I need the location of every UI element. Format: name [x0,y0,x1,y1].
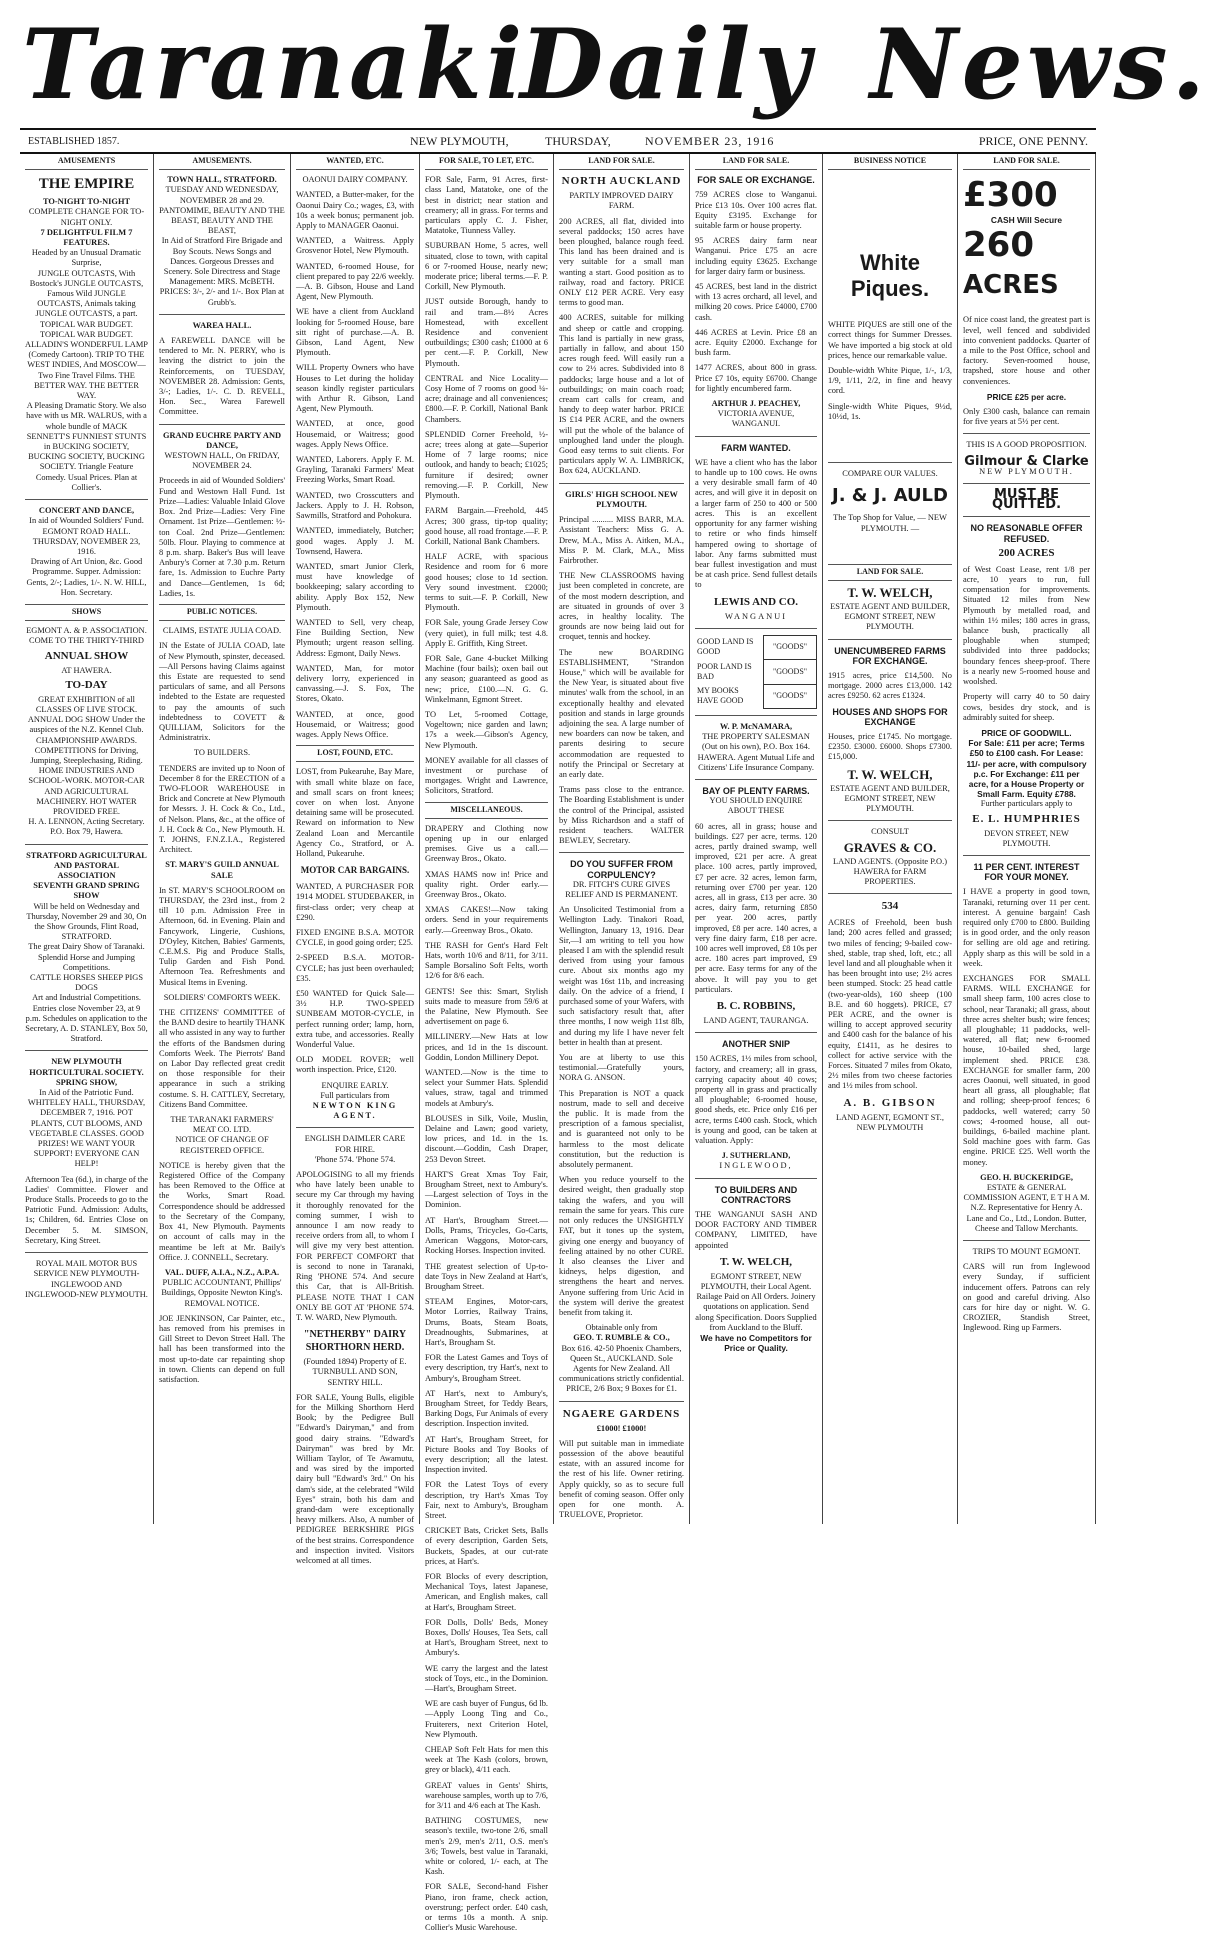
text-block: THIS IS A GOOD PROPOSITION. [966,440,1087,450]
text-block: THE New CLASSROOMS having just been completed in concrete, are of the most modern description, and are situated in grounds of over 3 acres, in healthy locality. The grounds are now being laid out for croquet, tennis and hockey. [559,571,684,642]
divider [559,1401,684,1402]
text-block: WANTED, Laborers. Apply F. M. Grayling, Taranaki Farmers' Meat Freezing Works, Smart Road. [296,455,414,485]
text-block: CARS will run from Inglewood every Sunday, if sufficient inducement offers. Patrons can rely on good and careful driving. Also cars for hire day or night. W. G. CROZIER, Standish Street, Inglewood. Ring up Farmers. [963,1262,1090,1333]
text-block: ENQUIRE EARLY. [321,1080,389,1090]
text-block: WANTED to Sell, very cheap, Fine Building Section, New Plymouth; urgent reason selling. Address: Egmont, Daily News. [296,617,414,658]
lost-found-heading: LOST, FOUND, ETC. [296,745,414,762]
text-block: HALF ACRE, with spacious Residence and room for 6 more good houses; close to 1d section. Very sound investment. £2000; terms to suit.—F. P. Corkill, New Plymouth. [425,552,548,613]
divider [695,779,817,780]
text-block: FOR the Latest Toys of every description, try Hart's Xmas Toy Fair, next to Ambury's, Brougham Street. [425,1480,548,1520]
text-block: CLAIMS, ESTATE JULIA COAD. [162,626,282,636]
text-block: GEO. T. RUMBLE & CO., [573,1333,670,1343]
text-block: In aid of Wounded Soldiers' Fund. [29,516,144,526]
masthead-title-3: News. [870,8,1209,121]
text-block: WANTED, at once, good Housemaid, or Waitress; good wages. Apply News Office. [296,709,414,739]
column-heading: LAND FOR SALE. [963,154,1090,170]
text-block: STRATFORD AGRICULTURAL AND PASTORAL ASSOCIATION [26,850,147,880]
text-block: FARM Bargain.—Freehold, 445 Acres; 300 grass, tip-top quality; good house, all road frontage.—F. P. Corkill, National Bank Chambers. [425,506,548,546]
table-row [695,660,817,684]
divider [828,462,952,463]
text-block: XMAS CAKES!—Now taking orders. Send in your requirements early.—Greenway Bros., Okato. [425,905,548,935]
text-block: CENTRAL and Nice Locality—Cosy Home of 7 rooms on good ¼-acre; drainage and all conveniences; £800.—F. P. Corkill, National Bank Chambers. [425,373,548,424]
column-heading: BUSINESS NOTICE [828,154,952,170]
divider [828,893,952,894]
text-block: 45 ACRES, best land in the district with 13 acres orchard, all level, and milking 20 cows. Price £4000, £700 cash. [695,282,817,322]
goods-box: "GOODS" [764,660,817,684]
text-block: REMOVAL NOTICE. [184,1298,260,1308]
text-block: EGMONT ROAD HALL. THURSDAY, NOVEMBER 23, 1916. [32,526,141,556]
text-block: IN the Estate of JULIA COAD, late of New Plymouth, spinster, deceased. —All Persons having Claims against this Estate are requested to send particulars of same, and all Persons indebted to the Estate are requested to pay the amounts of such indebtedness to COVETT & QUILLIAM, Solicitors for the Administratrix. [159,641,285,743]
text-block: PUBLIC ACCOUNTANT, Phillips' Buildings, Opposite Newton King's. [161,1278,283,1298]
text-block: MILLINERY.—New Hats at low prices, and 1d in the 1s discount. Goddin, London Millinery Depot. [425,1032,548,1062]
text-block: THE PROPERTY SALESMAN (Out on his own), P.O. Box 164. HAWERA. Agent Mutual Life and Citizens' Life Insurance Company. [697,732,815,772]
text-block: Of nice coast land, the greatest part is level, well fenced and subdivided into convenient paddocks. Quarter of a mile to the Post Office, school and factory. Seven-roomed house, trapshed, store house and other conveniences. [963,315,1090,386]
text-block: TO Let, 5-roomed Cottage, Vogeltown; nice garden and lawn; 17s a week.—Gibson's Agency, New Plymouth. [425,709,548,750]
text-block: TOPICAL WAR BUDGET. TOPICAL WAR BUDGET. ALLADIN'S WONDERFUL LAMP (Comedy Cartoon). TRIP TO THE WEST INDIES, And MOSCOW—Two Fine Travel Films. THE BETTER WAY. THE BETTER WAY. [25,319,148,401]
text-block: WILL Property Owners who have Houses to Let during the holiday season kindly register particulars with Arthur R. Gibson, Land Agent, New Plymouth. [296,363,414,414]
concert-title: CONCERT AND DANCE, [38,506,135,516]
column-land-for-sale-3 [958,154,1096,1524]
text-block: WANTED, Man, for motor delivery lorry, experienced in canvassing.—J. S. Fox, The Stores, Okato. [296,663,414,704]
text-block: VICTORIA AVENUE, WANGANUI. [717,409,795,429]
text-block: TENDERS are invited up to Noon of December 8 for the ERECTION of a TWO-FLOOR WAREHOUSE in Brick and Concrete at New Plymouth for Messrs. J. H. Cock & Co., Ltd., of Nelson. Plans, &c., at the office of J. H. Cock & Co., New Plymouth. H. T. JOHNS, F.N.Z.I.A., Registered Architect. [159,763,285,855]
masthead-title-2: Daily [520,8,815,121]
divider [695,436,817,437]
text-block: FARM WANTED. [721,442,791,453]
text-block: FOR Blocks of every description, Mechanical Toys, latest Japanese, American, and English makes, call at Hart's, Brougham Street. [425,1571,548,1612]
text-block: DRAPERY and Clothing now opening up in our enlarged premises. Give us a call.—Greenway Bros., Okato. [425,823,548,864]
column-land-for-sale-2 [690,154,823,1524]
text-block: Will put suitable man in immediate possession of the above beautiful estate, with an assured income for the rest of his life. Owner retiring. Apply quickly, so as to secure full benefit of coming season. Offer only open for one month. A. TRUELOVE, Proprietor. [559,1438,684,1520]
text-block: PARTLY IMPROVED DAIRY FARM. [569,191,674,211]
text-block: A FAREWELL DANCE will be tendered to Mr. N. PERRY, who is leaving the district to join the Reinforcements, on TUESDAY, NOVEMBER 28. Admission: Gents, 3/-; Ladies, 1/-. C. D. REVELL, Hon. Sec., Warea Farewell Committee. [159,336,285,417]
text-block: COMPLETE CHANGE FOR TO-NIGHT ONLY. [28,207,145,227]
text-block: GEO. H. BUCKERIDGE, [980,1172,1073,1182]
column-land-for-sale-1 [554,154,690,1524]
text-block: CONSULT [871,827,909,837]
goods-line: GOOD LAND IS GOOD [697,637,754,657]
text-block: 11 PER CENT. INTEREST FOR YOUR MONEY. [973,861,1080,883]
divider [963,516,1090,517]
text-block: 7 DELIGHTFUL FILM 7 FEATURES. [40,227,133,248]
text-block: FOR Sale, Farm, 91 Acres, first-class Land, Matatoke, one of the best in district; near station and creamery; all in grass. For terms and particulars apply C. J. Fisher, Matatoke, Tiunness Valley. [425,175,548,236]
column-amusements-1 [20,154,154,1524]
gibson-title: A. B. GIBSON [843,1096,937,1109]
text-block: This Preparation is NOT a quack nostrum, made to sell and deceive the public. It is made from the prescription of a famous specialist, and is guaranteed not only to be harmless to the most delicate constitution, but the reduction is absolutely permanent. [559,1088,684,1170]
text-block: Full particulars from [320,1090,390,1100]
text-block: J. SUTHERLAND, [721,1151,791,1161]
text-block: FOR Sale, young Grade Jersey Cow (very quiet), in full milk; test 4.8. Apply E. Griffith, King Street. [425,618,548,648]
divider [159,314,285,315]
text-block: 60 acres, all in grass; house and buildings. £27 per acre, terms. 120 acres, partly drained swamp, well improved, £21 per acre. A great place. 100 acres, partly improved, £7 per acre. 32 acres, lemon farm, returning over £700 per year. 120 acres, all in grass, £13 per acre. 30 acres, dairy farm, returning £850 per year. 200 acres, partly improved, £8 per acre. 140 acres, a very fine dairy farm, £18 per acre. 100 acres well improved, £8 10s per acre. 180 acres part improved, £9 per acre. Easy terms for any of the above. It will pay you to get particulars. [695,821,817,994]
date-text: NOVEMBER 23, 1916 [645,133,775,148]
column-heading: AMUSEMENTS [25,154,148,170]
text-block: STEAM Engines, Motor-cars, Motor Lorries, Railway Trains, Drums, Boats, Steam Boats, Dreadnoughts, Submarines, at Hart's, Brougham St. [425,1297,548,1347]
text-block: HART'S Great Xmas Toy Fair, Brougham Street, next to Ambury's.—Largest selection of Toys in the Dominion. [425,1169,548,1210]
text-block: APOLOGISING to all my friends who have lately been unable to secure my Car through my having it thoroughly renovated for the coming summer, I wish to announce I am now ready to receive orders from all, to whom I will give my very best attention. FOR PERFECT COMFORT that is second to none in Taranaki, Ring 'PHONE 574. And secure this Car, that is All-British. PLEASE NOTE THAT I CAN ONLY BE GOT AT 'PHONE 574. T. W. WARD, New Plymouth. [296,1170,414,1322]
text-block: FOR SALE, Second-hand Fisher Piano, iron frame, check action, overstrung; perfect order. £40 cash, or terms 10s a month. A snip. Collier's Music Warehouse. [425,1882,548,1933]
table-row [695,684,817,708]
divider [559,852,684,853]
text-block: WANTED, a Butter-maker, for the Oaonui Dairy Co.; wages, £3, with 10s a week bonus; permanent job. Apply to MANAGER Oaonui. [296,190,414,231]
text-block: The great Dairy Show of Taranaki. Splendid Horse and Jumping Competitions. [28,942,145,972]
place-text: NEW PLYMOUTH, [410,133,509,148]
text-block: In Aid of the Patriotic Fund. WHITELEY HALL, THURSDAY, DECEMBER 7, 1916. POT PLANTS, CUT BLOOMS, AND VEGETABLE CLASSES. GOOD PRIZES! WE WANT YOUR SUPPORT! EVERYONE CAN HELP! [27,1088,146,1169]
text-block: Property will carry 40 to 50 dairy cows, besides dry stock, and is admirably suited for sheep. [963,692,1090,722]
text-block: Obtainable only from [585,1323,658,1333]
text-block: AT Hart's, next to Ambury's, Brougham Street, for Teddy Bears, Barking Dogs, Fur Animals of every description. Inspection invited. [425,1388,548,1429]
text-block: A Pleasing Dramatic Story. We also have with us MR. WALRUS, with a whole bundle of MACK SENNETT'S FUNNIEST STUNTS in BUCKING SOCIETY, BUCKING SOCIETY, BUCKING SOCIETY. Triangle Feature Comedy. Usual Prices. Plan at Collier's. [26,401,147,492]
text-block: ESTATE AGENT AND BUILDER, EGMONT STREET, NEW PLYMOUTH. [830,783,950,814]
text-block: GREAT values in Gents' Shirts, warehouse samples, worth up to 7/6, for 3/11 and 4/6 each at The Kash. [425,1780,548,1811]
miscellaneous-heading: MISCELLANEOUS. [425,802,548,819]
text-block: H. A. LENNON, Acting Secretary. P.O. Box 79, Hawera. [28,817,145,837]
text-block: INGLEWOOD, [719,1161,793,1171]
divider [963,855,1090,856]
established-text: ESTABLISHED 1857. [28,135,120,147]
text-block: CATTLE HORSES SHEEP PIGS DOGS [30,973,143,993]
text-block: FOR Dolls, Dolls' Beds, Money Boxes, Dolls' Houses, Tea Sets, call at Hart's, Brougham Street, next to Ambury's. [425,1617,548,1658]
text-block: ACRES of Freehold, been bush land; 200 acres felled and grassed; two miles of fencing; 9-bailed cow-shed, stable, trap shed, loft, etc.; all level land and all ploughable when it has been brought into use; 2½ acres been stumped. Stock: 25 head cattle (two-year-olds), 160 sheep (100 B.E. and 60 hoggets). PRICE, £7 PER ACRE, and the owner is willing to accept approved security and £400 cash for the balance of his equity, £1411, as he desires to collect for active service with the Forces. Situated 7 miles from Okato, 2½ miles from two cheese factories and 1½ miles from school. [828,918,952,1091]
text-block: CRICKET Bats, Cricket Sets, Balls of every description, Garden Sets, Buckets, Spades, at our cut-rate prices, at Hart's. [425,1526,548,1566]
goods-line: POOR LAND IS BAD [697,661,752,681]
text-block: In ST. MARY'S SCHOOLROOM on THURSDAY, the 23rd inst., from 2 till 10 p.m. Admission Free in Afternoon, 6d. in Evening. Plain and Fancywork, Lingerie, Cushions, D'Oyley, Kitchen, Babies' Garments, C.E.M.S. Pig and Produce Stalls, Tulip Garden and Fish Pond. Afternoon Tea. Refreshments and Musical Items in Evening. [159,885,285,987]
day-text: THURSDAY, [545,133,611,148]
text-block: WE carry the largest and the latest stock of Toys, etc., in the Dominion.—Hart's, Brougham Street. [425,1663,548,1694]
text-block: SOLDIERS' COMFORTS WEEK. [163,992,281,1002]
text-block: WANTED, at once, good Housemaid, or Waitress; good wages. Apply News Office. [296,419,414,449]
text-block: WANTED, A PURCHASER FOR 1914 MODEL STUDEBAKER, in first-class order; very cheap at £290. [296,882,414,922]
text-block: AT HAWERA. [61,665,112,675]
text-block: SUBURBAN Home, 5 acres, well situated, close to town, with capital 6 or 7-roomed House, nearly new; moderate price; liberal terms.—F. P. Corkill, New Plymouth. [425,241,548,292]
text-block: LOST, from Pukearuhe, Bay Mare, with small white blaze on face, and small scars on front knees; cover on when lost. Anyone detaining same will be prosecuted. Reward on information to New Zealand Loan and Mercantile Agency Co., Stratford, or A. Holland, Pukearuhe. [296,767,414,858]
divider [25,1050,148,1051]
goods-box: "GOODS" [764,684,817,708]
tonight-text: TO-NIGHT TO-NIGHT [42,197,131,207]
text-block: EGMONT A. & P. ASSOCIATION. [26,626,147,636]
text-block: NEW PLYMOUTH. [979,466,1074,476]
text-block: DEVON STREET, NEW PLYMOUTH. [984,828,1069,848]
text-block: WANTED, immediately, Butcher; good wages. Apply J. M. Townsend, Hawera. [296,526,414,556]
text-block: 2-SPEED B.S.A. MOTOR-CYCLE; has just been overhauled; £35. [296,953,414,983]
text-block: 95 ACRES dairy farm near Wanganui. Price £75 an acre including equity £3625. Exchange for larger dairy farm or business. [695,236,817,276]
text-block: TRIPS TO MOUNT EGMONT. [972,1247,1081,1257]
text-block: The Top Shop for Value, — NEW PLYMOUTH. — [833,513,947,533]
acres-260-title: 260 [963,225,1034,266]
text-block: NO REASONABLE OFFER REFUSED. [970,523,1083,544]
white-piques-title: White Piques. [850,250,930,302]
column-heading: LAND FOR SALE. [559,154,684,170]
text-block: FOR the Latest Games and Toys of every description, try Hart's, next to Ambury's, Brougham Street. [425,1353,548,1383]
text-block: AT Hart's, Brougham Street.—Dolls, Prams, Tricycles, Go-Carts, American Waggons, Motor-cars, Rocking Horses. Inspection invited. [425,1215,548,1256]
text-block: OLD MODEL ROVER; well worth inspection. Price, £120. [296,1055,414,1075]
text-block: NEW PLYMOUTH HORTICULTURAL SOCIETY. [29,1057,144,1077]
text-block: £50 WANTED for Quick Sale—3½ H.P. TWO-SPEED SUNBEAM MOTOR-CYCLE, in perfect running order; lamp, horn, extra tube, and accessories. Really Wonderful Value. [296,989,414,1050]
text-block: W. P. McNAMARA, [719,721,793,731]
text-block: WANTED, 6-roomed House, for client prepared to pay 22/6 weekly.—A. B. Gibson, House and Land Agent, New Plymouth. [296,261,414,302]
text-block: £1000! £1000! [596,1423,647,1433]
text-block: HOUSES AND SHOPS FOR EXCHANGE [832,706,948,727]
text-block: AT Hart's, Brougham Street, for Picture Books and Toy Books of every description; all the latest. Inspection invited. [425,1434,548,1475]
text-block: PRICE OF GOODWILL. [981,727,1072,738]
divider [963,433,1090,434]
north-auckland-title: NORTH AUCKLAND [561,175,682,188]
text-block: BATHING COSTUMES, new season's textile, two-tone 2/6, small men's 2/9, men's 2/11, O.S. men's 3/6; Towels, best value in Taranaki, white or colored, 1/- each, at The Kash. [425,1816,548,1877]
text-block: BLOUSES in Silk, Voile, Muslin, Delaine and Lawn; good variety, low prices, and 1d. in the 1s. discount.—Goddin, Cash Draper, 253 Devon Street. [425,1113,548,1164]
text-block: YOU SHOULD ENQUIRE ABOUT THESE [709,796,803,816]
masthead-title-1: Taranaki [22,8,527,121]
text-block: 446 ACRES at Levin. Price £8 an acre. Equity £2000. Exchange for bush farm. [695,327,817,358]
text-block: OAONUI DAIRY COMPANY. [302,175,408,185]
shows-heading: SHOWS [25,604,148,621]
text-block: ANOTHER SNIP [721,1039,790,1050]
dateline [20,128,1096,154]
text-block: 759 ACRES close to Wanganui. Price £13 10s. Over 100 acres flat. Equity £3195. Exchange for suitable farm or house property. [695,190,817,231]
text-block: FOR Sale, Gane 4-bucket Milking Machine (four bails); oxen bail out any season; guaranteed as good as new; price, £100.—N. G. G. Winkelmann, Egmont Street. [425,653,548,704]
text-block: FOR SALE, Young Bulls, eligible for the Milking Shorthorn Herd Book; by the Pedigree Bull "Edward's Dairyman," and from good dairy strains. "Edward's Dairyman" was bred by Mr. William Taylor, of Te Awamutu, and was sired by the imported dairy bull "Edward's 3rd." On his dam's side, at the celebrated "Wild Eyes" strain, both his dam and grand-dam were exceptionally heavy milkers. Also, A number of PEDIGREE BERKSHIRE PIGS of the best strains. Correspondence and inspection invited. Visitors welcomed at all times. [296,1392,414,1565]
goods-line: MY BOOKS HAVE GOOD [697,686,744,706]
column-amusements-2 [154,154,291,1524]
text-block: Box 616. 42-50 Phoenix Chambers, Queen St., AUCKLAND. Sole Agents for New Zealand. All communications strictly confidential. PRICE, 2/6 Box; 9 Boxes for £1. [559,1343,684,1394]
text-block: ARTHUR J. PEACHEY, [711,399,801,409]
text-block: JOE JENKINSON, Car Painter, etc., has removed from his premises in Gill Street to Devon Street Hall. The hall has been transformed into the most up-to-date car repainting shop in town. Clients can depend on full satisfaction. [159,1313,285,1384]
column-heading: AMUSEMENTS. [159,154,285,170]
text-block: COME TO THE THIRTY-THIRD [29,636,144,646]
text-block: THE greatest selection of Up-to-date Toys in New Zealand at Hart's, Brougham Street. [425,1261,548,1291]
text-block: SPRING SHOW, [55,1077,118,1087]
text-block: PRICE £25 per acre. [986,391,1067,402]
text-block: DO YOU SUFFER FROM CORPULENCY? [570,859,673,880]
text-block: The new BOARDING ESTABLISHMENT, "Strandon House," which will be available for the New Year, is situated about five minutes' walk from the school, in an exceptionally healthy and elevated position and stands in large grounds adjoining the sea. A large number of new boarders can now be taken, and parents desiring to secure accommodation are requested to notify the Principal or Secretary at an early date. [559,647,684,779]
text-block: WANTED, a Waitress. Apply Grosvenor Hotel, New Plymouth. [296,236,414,256]
lewis-title: LEWIS AND CO. [713,595,799,608]
column-heading: LAND FOR SALE. [695,154,817,170]
robbins-title: B. C. ROBBINS, [716,1000,796,1013]
text-block: WE are cash buyer of Fungus, 6d lb. —Apply Loong Ting and Co., Fruiterers, next Criterion Hotel, New Plymouth. [425,1699,548,1739]
divider [695,715,817,716]
text-block: Double-width White Pique, 1/-, 1/3, 1/9, 1/11, 2/2, in fine and heavy cord. [828,366,952,396]
goods-box: "GOODS" [764,635,817,659]
text-block: GENTS! See this: Smart, Stylish suits made to measure from 59/6 at the Palatine, New Plymouth. See advertisement on page 6. [425,986,548,1027]
text-block: TO BUILDERS. [193,748,251,758]
text-block: CASH Will Secure [990,215,1063,226]
column-business-notice [823,154,958,1524]
text-block: THE TARANAKI FARMERS' MEAT CO. LTD. [170,1115,274,1135]
divider [963,1240,1090,1241]
text-block: LAND AGENT, EGMONT ST., NEW PLYMOUTH [836,1112,944,1132]
text-block: FOR SALE OR EXCHANGE. [697,175,815,186]
acres-label: ACRES [963,270,1059,301]
text-block: An Unsolicited Testimonial from a Wellington Lady. Tinakori Road, Wellington, January 13, 1916. Dear Sir,—I am writing to tell you how pleased I am with the splendid result derived from using your famous cure. About six months ago my weight was 16st 11b, and increasing daily. On the advice of a friend, I purchased some of your Wafers, with such satisfactory result that, after three months, I now weigh 11st 8lb, and during my life I have never felt better in health than at present. [559,905,684,1047]
land-for-sale-heading: LAND FOR SALE. [828,564,952,581]
text-block: 200 ACRES, all flat, divided into several paddocks; 150 acres have been ploughed, balance rough feed. This land has been drained and is very suitable for a small man wanting a start. Good position as to railway, road and factory. PRICE ONLY £12 PER ACRE. Very easy terms to good man. [559,216,684,308]
column-wanted [291,154,420,1565]
text-block: For Sale: £11 per acre; Terms £50 to £100 cash. For Lease: 11/- per acre, with compulsory p.c. For Exchange: £11 per acre, for a House Property or Small Farm. Equity £788. [966,738,1087,800]
text-block: of West Coast Lease, rent 1/8 per acre, 10 years to run, full compensation for improvements. Situated 12 miles from New Plymouth by metalled road, and within 1½ miles; 180 acres in grass, balance bush, practically all ploughable when stumped; subdivided into three paddocks; boundary fences sheep-proof. There is a nearly new 5-roomed house and woolshed. [963,564,1090,687]
text-block: ESTATE AGENT AND BUILDER, EGMONT STREET, NEW PLYMOUTH. [830,602,950,632]
text-block: EGMONT STREET, NEW PLYMOUTH, their Local Agent. Railage Paid on All Orders. Joinery quotations on application. Send along Specification. Doors Supplied from Auckland to the Bluff. [695,1271,817,1332]
masthead [0,0,1209,128]
text-block: (Founded 1894) Property of E. TURNBULL AND SON, SENTRY HILL. [303,1357,407,1387]
text-block: Proceeds in aid of Wounded Soldiers' Fund and Westown Hall Fund. 1st Prize—Ladies: Valuable Inlaid Glove Box. 2nd Prize—Ladies: Very Fine Ornament. 1st Prize—Gentlemen: ½-ton Coal. 2nd Prize—Gentlemen: 50lb. Flour. Playing to commence at 8 p.m. sharp. Baker's Bus will leave Anbury's Corner at 7.30 p.m. Return fare, 1s. Admission to Euchre Party and Dance—Gentlemen, 1s 6d; Ladies, 1s. [159,476,285,598]
text-block: NOTICE is hereby given that the Registered Office of the Company has been Removed to the Office at the Works, Smart Road. Correspondence should be addressed to the Secretary of the Company, Box 41, New Plymouth. Payments on account of calls may in the meantime be left at Mr. Baily's Office. J. CONNELL, Secretary. [159,1160,285,1262]
text-block: We have no Competitors for Price or Quality. [700,1333,812,1354]
text-block: Will be held on Wednesday and Thursday, November 29 and 30, On the Show Grounds, Flint Road, STRATFORD. [26,901,147,942]
text-block: LAND AGENT, TAURANGA. [703,1016,809,1026]
text-block: WANTED.—Now is the time to select your Summer Hats. Splendid values, straw, tagal and trimmed models at Ambury's. [425,1068,548,1108]
text-block: TO BUILDERS AND CONTRACTORS [714,1184,798,1205]
text-block: Single-width White Piques, 9½d, 10½d, 1s. [828,401,952,421]
text-block: BAY OF PLENTY FARMS. [702,785,810,796]
must-be-quitted-title: MUST BE QUITTED. [991,487,1062,513]
divider [296,1127,414,1128]
divider [828,639,952,640]
divider [695,1032,817,1033]
text-block: WANTED, two Crosscutters and Jackers. Apply to J. H. Robson, Sawmills, Stratford and Pohokura. [296,490,414,521]
text-block: JUST outside Borough, handy to rail and tram.—8½ Acres Homestead, with excellent Residence and convenient outbuildings; £300 cash; £1000 at 6 per cent.—F. P. Corkill, New Plymouth. [425,297,548,368]
text-block: NEWTON KING AGENT. [312,1101,398,1121]
goods-table [695,635,817,709]
motor-title: MOTOR CAR BARGAINS. [300,865,410,876]
divider [25,499,148,500]
text-block: PRICES: 3/-, 2/- and 1/-. Box Plan at Grubb's. [159,287,285,307]
text-block: I HAVE a property in good town, Taranaki, returning over 11 per cent. interest. A genuine bargain! Cash required only £700 to £800. Building is in good order, and the only reason for selling are old age and retiring. Apply sharp as this will be sold in a week. [963,887,1090,968]
text-block: Further particulars apply to [980,799,1073,809]
text-block: THE WANGANUI SASH AND DOOR FACTORY AND TIMBER COMPANY, LIMITED, have appointed [695,1210,817,1250]
text-block: VAL. DUFF, A.I.A., N.Z., A.P.A. [164,1267,280,1277]
welch-title: T. W. WELCH, [847,766,933,782]
text-block: THE CITIZENS' COMMITTEE of the BAND desire to heartily THANK all who assisted in any way to further the efforts of the Bandsmen during Comforts Week. The Pierrots' Band on Labor Day reflected great credit on those responsible for their appearance in such a striking costume. S. H. CATTLEY, Secretary, Citizens Band Committee. [159,1008,285,1109]
text-block: Drawing of Art Union, &c. Good Programme. Supper. Admission: Gents, 2/-; Ladies, 1/-. N. W. HILL, Hon. Secretary. [26,557,147,597]
text-block: 1477 ACRES, about 800 in grass. Price £7 10s, equity £6700. Change for lightly encumbered farm. [695,363,817,393]
gilmour-title: Gilmour & Clarke [964,453,1089,469]
text-block: EXCHANGES FOR SMALL FARMS. WILL EXCHANGE for small sheep farm, 100 acres close to school, near Taranaki; all grass, about three acres shelter bush; wire fences; all ploughable; 11 paddocks, well-watered, all flat; new 6-roomed house, 10-bailed shed, large implement shed. PRICE £38. EXCHANGE for smaller farm, 200 acres Oaonui, well situated, in good heart all grass, all ploughable; flat and rolling; sheep-proof fences; 6 paddocks, well watered; carry 50 cows; 4-roomed house, all out-buildings, 6-bailed machine plant. Sold machine goes with farm. Gas engine. PRICE £25. Well worth the money. [963,973,1090,1167]
humphries-title: E. L. HUMPHRIES [972,812,1081,825]
text-block: ST. MARY'S GUILD ANNUAL SALE [165,860,279,880]
text-block: You are at liberty to use this testimonial.—Gratefully yours, NORA G. ANSON. [559,1053,684,1083]
text-block: Art and Industrial Competitions. Entries close November 23, at 9 p.m. Schedules on application to the Secretary, A. D. STANLEY, Box 50, Stratford. [25,993,148,1044]
auld-title: J. & J. AULD [832,485,948,507]
table-row [695,635,817,659]
divider [963,483,1090,484]
welch-title: T. W. WELCH, [847,585,933,601]
text-block: XMAS HAMS now in! Price and quality right. Order early.—Greenway Bros., Okato. [425,869,548,899]
text-block: Principal .......... MISS BARR, M.A. Assistant Teachers: Miss G. A. Drew, M.A., Miss A. Aitken, M.A., Miss P. M. Clark, M.A., Miss Fairbrother. [559,515,684,565]
text-block: WE have a client from Auckland looking for 5-roomed House, bare sitt right of purchase.—A. B. Gibson, Land Agent, New Plymouth. [296,307,414,358]
text-block: TUESDAY AND WEDNESDAY, NOVEMBER 28 and 29. PANTOMIME, BEAUTY AND THE BEAST, BEAUTY AND THE BEAST, [159,185,285,236]
ngaere-title: NGAERE GARDENS [562,1407,681,1420]
divider [828,820,952,821]
text-block: GRAND EUCHRE PARTY AND DANCE, [162,430,282,450]
text-block: NOTICE OF CHANGE OF REGISTERED OFFICE. [175,1135,269,1155]
text-block: ROYAL MAIL MOTOR BUS SERVICE NEW PLYMOUTH-INGLEWOOD AND INGLEWOOD-NEW PLYMOUTH. [25,1259,148,1299]
text-block: Houses, price £1745. No mortgage. £2350. £3000. £6000. Shops £7300. £15,000. [828,732,952,762]
text-block: WANTED, smart Junior Clerk, must have knowledge of bookkeeping; salary according to ability. Apply Box 152, New Plymouth. [296,561,414,612]
text-block: THE RASH for Gent's Hard Felt Hats, worth 10/6 and 8/11, for 3/11. Sample Borsalino Soft Felts, worth 12/6 for 8/6 each. [425,940,548,981]
text-block: Trams pass close to the entrance. The Boarding Establishment is under the control of the Principal, assisted by Miss Richardson and a staff of resident teachers. WALTER BEWLEY, Secretary. [559,785,684,846]
column-heading: FOR SALE, TO LET, ETC. [425,154,548,170]
text-block: COMPARE OUR VALUES. [842,469,938,479]
text-block: WHITE PIQUES are still one of the correct things for Summer Dresses. We have imported a big stock at old prices, hence our remarkable value. [828,320,952,360]
today-title: TO-DAY [65,678,108,691]
text-block: WANGANUI [724,611,788,621]
empire-title: THE EMPIRE [38,176,135,193]
text-block: WE have a client who has the labor to handle up to 100 cows. He owns a very desirable small farm of 40 acres, and will give it in deposit on a larger farm of 250 to 400 or 500 acres. This is an excellent opportunity for any farmer wishing to retire or who finds himself hampered owing to shortage of labor. Any farms submitted must bear fullest investigation and must be at cash price. Send fullest details to [695,457,817,590]
text-block: UNENCUMBERED FARMS FOR EXCHANGE. [834,645,946,666]
divider [695,1178,817,1179]
text-block: Only £300 cash, balance can remain for five years at 5½ per cent. [963,407,1090,427]
acres-200-title: 200 ACRES [998,546,1055,559]
netherby-title: "NETHERBY" DAIRY SHORTHORN HERD. [303,1329,407,1354]
text-block: WAREA HALL. [192,320,252,330]
text-block: 400 ACRES, suitable for milking and sheep or cattle and cropping. This land is partially in new grass, partially in fallow, and about 150 acres rough feed. Will easily run a cow to 2½ acres. Subdivided into 8 paddocks; large house and a lot of outbuildings; on main coach road; cream cart calls for cream, and handy to deep water harbor. PRICE IS £14 PER ACRE, and the owners will put the whole of the balance of unploughed land under the plough. Good easy terms to suit clients. For particulars apply W. A. LIMBRICK, Box 624, AUCKLAND. [559,313,684,476]
divider [25,844,148,845]
text-block: 150 ACRES, 1½ miles from school, factory, and creamery; all in grass, carrying capacity about 40 cows; property all in grass and practically all ploughable; 6-roomed house, good sheds, etc. Price only £16 per acre, terms £400 cash. Stock, which is young and good, can be taken at valuation. Apply: [695,1054,817,1146]
text-block: In Aid of Stratford Fire Brigade and Boy Scouts. News Songs and Dances. Gorgeous Dresses and Scenery. Sole Directress and Stage Management: MRS. McBETH. [161,236,283,287]
text-block: CHEAP Soft Felt Hats for men this week at The Kash (colors, brown, grey or black), 4/11 each. [425,1745,548,1775]
annual-show-title: ANNUAL SHOW [44,649,129,662]
text-block: SEVENTH GRAND SPRING SHOW [33,881,140,901]
column-for-sale [420,154,554,1933]
divider [159,424,285,425]
text-block: When you reduce yourself to the desired weight, then gradually stop taking the wafers, and you will remain the same for years. This cure not only reduces the UNSIGHTLY FAT, but it tones up the system, giving one energy and buoyancy of feeling attained by no other CURE. It also cleanses the Liver and kidneys, helps digestion, and strengthens the heart and nerves. Anyone suffering from Uric Acid in the system will derive the greatest benefit from taking it. [559,1175,684,1317]
divider [559,483,684,484]
text-block: MONEY available for all classes of investment or purchase of mortgages. Wright and Lawrence, Solicitors, Stratford. [425,755,548,796]
text-block: ESTATE & GENERAL COMMISSION AGENT, E T H A M. N.Z. Representative for Henry A. Lane and Co., Ltd., London. Butter, Cheese and Tallow Merchants. [963,1183,1090,1233]
text-block: LAND AGENTS. (Opposite P.O.) HAWERA for FARM PROPERTIES. [833,856,947,886]
welch-title: T. W. WELCH, [719,1255,793,1268]
text-block: 1915 acres, price £14,500. No mortgage. 2000 acres £13,000. 142 acres £9250. 62 acres £1324. [828,671,952,701]
text-block: WESTOWN HALL, On FRIDAY, NOVEMBER 24. [164,451,280,471]
text-block: SPLENDID Corner Freehold, ½-acre; trees along at gate—Superior Home of 7 large rooms; nice outlook, and handy to beach; £1025; furniture if desired; owner removing.—F. P. Corkill, New Plymouth. [425,429,548,501]
text-block: ENGLISH DAIMLER CARE FOR HIRE. [304,1134,406,1154]
divider [25,1252,148,1253]
text-block: 'Phone 574. 'Phone 574. [314,1154,396,1164]
text-block: FIXED ENGINE B.S.A. MOTOR CYCLE, in good going order; £25. [296,928,414,948]
price-300-title: £300 [963,175,1058,216]
text-block: GIRLS' HIGH SCHOOL NEW PLYMOUTH. [565,489,678,509]
text-block: Afternoon Tea (6d.), in charge of the Ladies' Committee. Flower and Produce Stalls. Proceeds to go to the Patriotic Fund. Admission: Adults, 1s; Children, 6d. Entries Close on December 5. M. SIMSON, Secretary, King Street. [25,1174,148,1245]
graves-title: GRAVES & CO. [843,839,937,855]
text-block: DR. FITCH'S CURE GIVES RELIEF AND IS PERMANENT. [565,879,678,899]
text-block: GREAT EXHIBITION of all CLASSES OF LIVE STOCK. ANNUAL DOG SHOW Under the auspices of the N.Z. Kennel Club. CHAMPIONSHIP AWARDS. COMPETITIONS for Driving, Jumping, Steeplechasing, Riding. HOME INDUSTRIES AND SCHOOL-WORK. MOTOR-CAR AND AGRICULTURAL MACHINERY. HOT WATER PROVIDED FREE. [27,694,146,816]
text-block: JUNGLE OUTCASTS, With Bostock's JUNGLE OUTCASTS, Famous Wild JUNGLE OUTCASTS, Animals taking JUNGLE OUTCASTS, a part. [29,268,144,319]
public-notices-heading: PUBLIC NOTICES. [159,604,285,621]
column-heading: WANTED, ETC. [296,154,414,170]
text-block: Headed by an Unusual Dramatic Surprise, [31,248,142,268]
acres-534-title: 534 [881,900,899,913]
text-block: TOWN HALL, STRATFORD. [167,175,277,185]
price-text: PRICE, ONE PENNY. [978,133,1088,148]
divider [695,628,817,629]
